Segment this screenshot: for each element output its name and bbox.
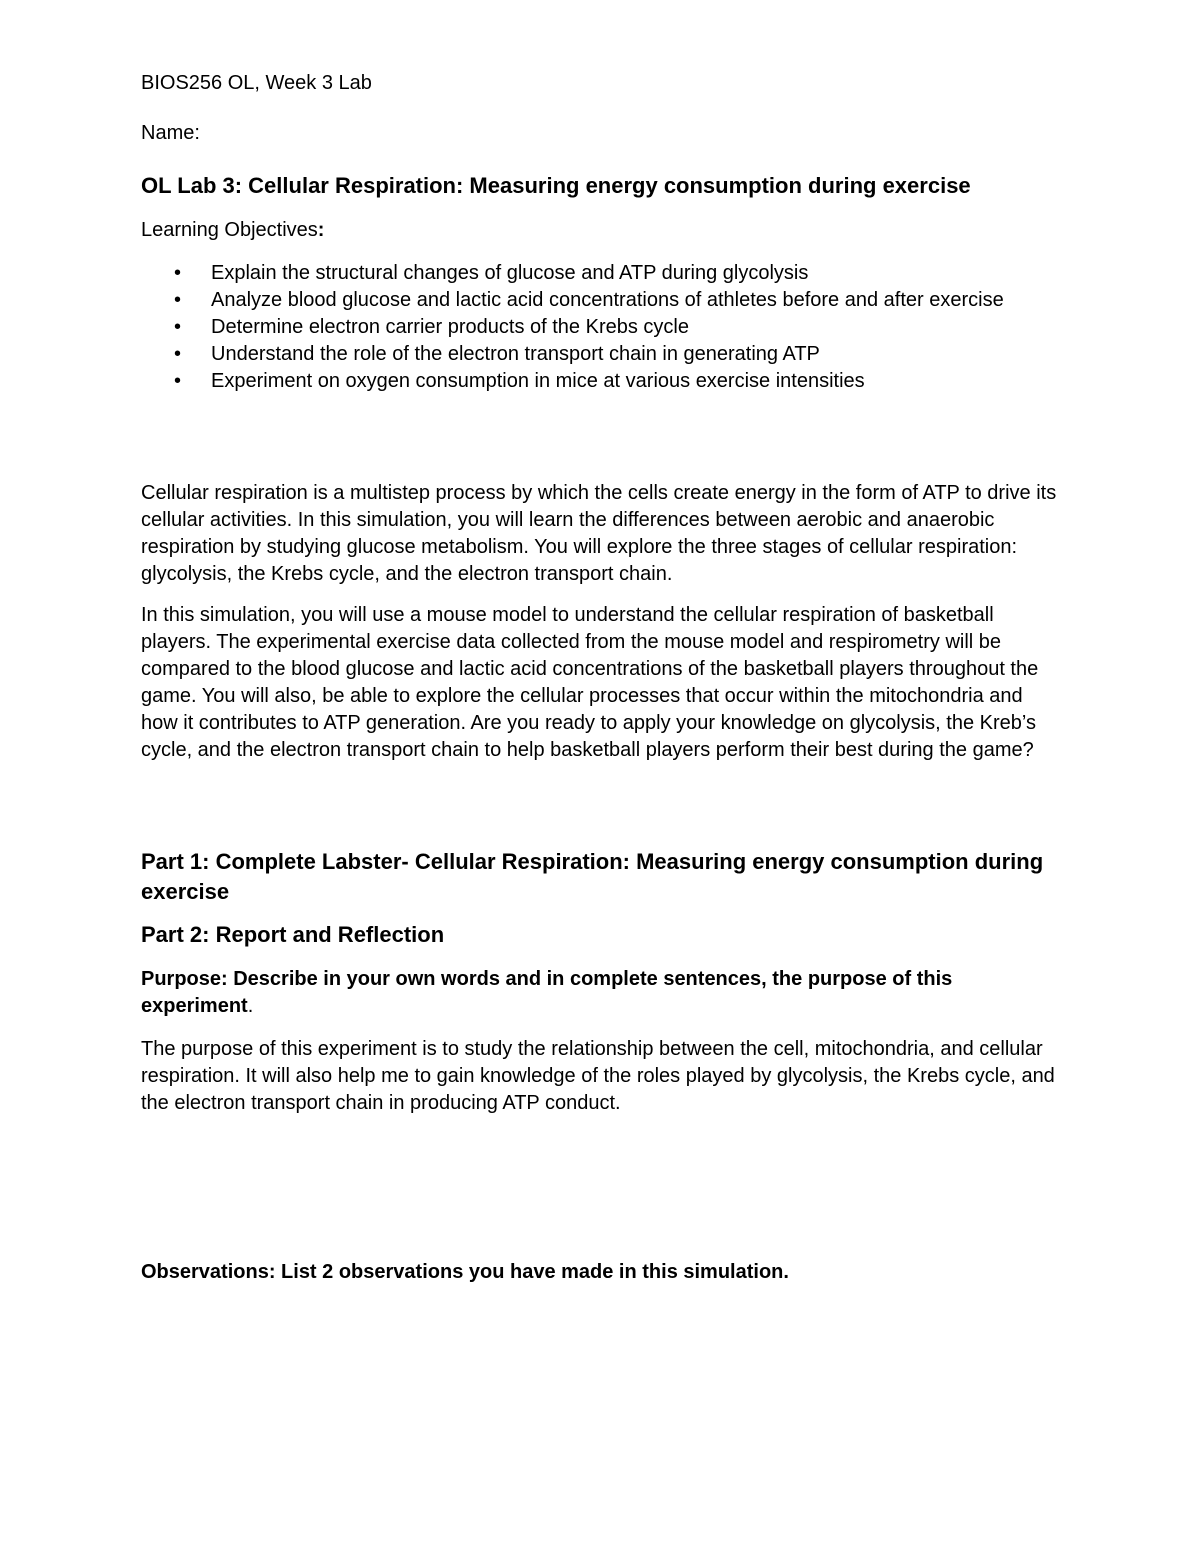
bullet-icon: • — [174, 343, 182, 365]
objectives-list — [141, 260, 1041, 395]
objective-text: Determine electron carrier products of the Krebs cycle — [211, 316, 689, 338]
objectives-colon: : — [317, 219, 325, 241]
observations-prompt: Observations: List 2 observations you have made in this simulation. — [141, 1261, 789, 1283]
intro-paragraph-2: In this simulation, you will use a mouse model to understand the cellular respiration of basketball players. The experimental exercise data collected from the mouse model and respirometry will be compared to the blood glucose and lactic acid concentrations of the basketball players throughout the game. You will also, be able to explore the cellular processes that occur within the mitochondria and how it contributes to ATP generation. Are you ready to apply your knowledge on glycolysis, the Kreb’s cycle, and the electron transport chain to help basketball players perform their best during the game? — [141, 604, 1039, 761]
bullet-icon: • — [174, 262, 182, 284]
purpose-answer: The purpose of this experiment is to study the relationship between the cell, mitochondria, and cellular respiration. It will also help me to gain knowledge of the roles played by glycolysis, the Krebs cycle, and the electron transport chain in producing ATP conduct. — [141, 1038, 1055, 1114]
objective-text: Explain the structural changes of glucose and ATP during glycolysis — [211, 262, 809, 284]
part1-heading: Part 1: Complete Labster- Cellular Respiration: Measuring energy consumption during exercise — [141, 849, 1044, 904]
bullet-icon: • — [174, 316, 182, 338]
objective-item — [141, 314, 1041, 341]
objective-text: Analyze blood glucose and lactic acid concentrations of athletes before and after exercise — [211, 289, 1004, 311]
objective-text: Experiment on oxygen consumption in mice at various exercise intensities — [211, 370, 865, 392]
objectives-label: Learning Objectives — [141, 219, 318, 241]
purpose-prompt — [141, 966, 1061, 1020]
name-label: Name: — [141, 122, 200, 144]
purpose-prompt-text: Purpose: Describe in your own words and in complete sentences, the purpose of this experiment — [141, 968, 953, 1017]
objective-item — [141, 368, 1041, 395]
page-title: OL Lab 3: Cellular Respiration: Measuring energy consumption during exercise — [141, 173, 971, 198]
objective-item — [141, 341, 1041, 368]
bullet-icon: • — [174, 370, 182, 392]
bullet-icon: • — [174, 289, 182, 311]
course-line: BIOS256 OL, Week 3 Lab — [141, 72, 372, 94]
purpose-prompt-period: . — [247, 995, 254, 1017]
objective-text: Understand the role of the electron transport chain in generating ATP — [211, 343, 820, 365]
objective-item — [141, 260, 1041, 287]
objective-item — [141, 287, 1041, 314]
intro-paragraph-1: Cellular respiration is a multistep process by which the cells create energy in the form of ATP to drive its cellular activities. In this simulation, you will learn the differences between aerobic and anaerobic respiration by studying glucose metabolism. You will explore the three stages of cellular respiration: glycolysis, the Krebs cycle, and the electron transport chain. — [141, 482, 1057, 585]
part2-heading: Part 2: Report and Reflection — [141, 922, 445, 947]
objectives-label-line — [141, 217, 1061, 244]
